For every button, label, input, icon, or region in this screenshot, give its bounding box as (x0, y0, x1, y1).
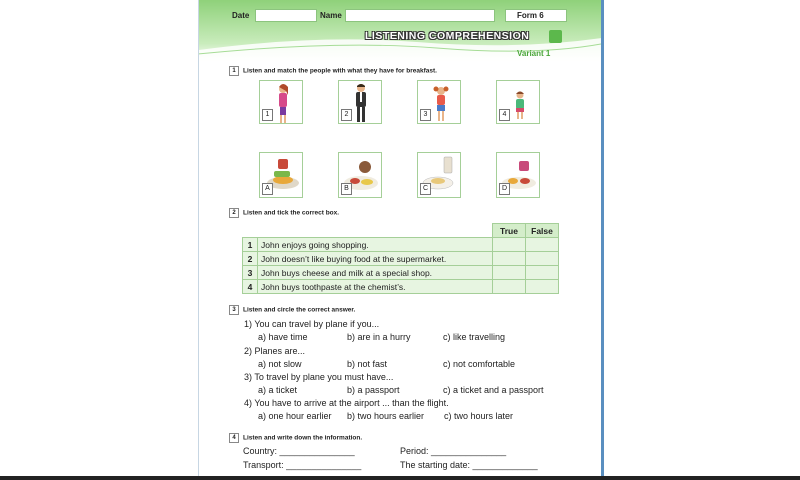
date-field[interactable] (255, 9, 317, 22)
answer-1b[interactable]: b) are in a hurry (347, 332, 411, 342)
person-picture-4 (496, 80, 540, 124)
country-field[interactable]: Country: _______________ (243, 446, 355, 456)
answer-1a[interactable]: a) have time (258, 332, 308, 342)
table-row (243, 280, 559, 294)
task3-heading (229, 305, 355, 315)
table-row (243, 252, 559, 266)
answer-1c[interactable]: c) like travelling (443, 332, 506, 342)
name-field[interactable] (345, 9, 495, 22)
person-tag-3: 3 (420, 109, 431, 121)
person-tag-1: 1 (262, 109, 273, 121)
task1-instruction: Listen and match the people with what they have for breakfast. (243, 67, 437, 75)
title-marker (549, 30, 562, 43)
food-tag-d: D (499, 183, 510, 195)
false-checkbox[interactable] (526, 280, 559, 294)
food-picture-b (338, 152, 382, 198)
person-tag-2: 2 (341, 109, 352, 121)
transport-field[interactable]: Transport: _______________ (243, 460, 362, 470)
answer-4a[interactable]: a) one hour earlier (258, 411, 332, 421)
false-checkbox[interactable] (526, 238, 559, 252)
column-true: True (493, 224, 526, 238)
task2-instruction: Listen and tick the correct box. (243, 209, 340, 217)
task1-heading (229, 66, 437, 76)
answer-2c[interactable]: c) not comfortable (443, 359, 516, 369)
task4-instruction: Listen and write down the information. (243, 434, 363, 442)
viewer-bottom-bar (0, 476, 800, 480)
food-picture-c (417, 152, 461, 198)
row-number: 3 (243, 266, 258, 280)
answer-4c[interactable]: c) two hours later (444, 411, 514, 421)
false-checkbox[interactable] (526, 266, 559, 280)
food-picture-d (496, 152, 540, 198)
person-tag-4: 4 (499, 109, 510, 121)
food-tag-c: C (420, 183, 431, 195)
answer-2a[interactable]: a) not slow (258, 359, 302, 369)
row-statement: John buys cheese and milk at a special shop. (258, 266, 493, 280)
worksheet-page (198, 0, 604, 476)
question-2: 2) Planes are... (244, 346, 306, 356)
viewer-right-margin (606, 0, 800, 480)
form-label: Form 6 (517, 11, 544, 20)
true-checkbox[interactable] (493, 280, 526, 294)
table-row (243, 238, 559, 252)
date-label: Date (232, 11, 250, 20)
task2-heading (229, 208, 339, 218)
food-tag-b: B (341, 183, 352, 195)
person-picture-3 (417, 80, 461, 124)
person-picture-2 (338, 80, 382, 124)
true-false-table (242, 223, 559, 294)
true-checkbox[interactable] (493, 266, 526, 280)
starting-date-field[interactable]: The starting date: _____________ (400, 460, 538, 470)
row-statement: John enjoys going shopping. (258, 238, 493, 252)
row-number: 1 (243, 238, 258, 252)
page-title: LISTENING COMPREHENSION (365, 30, 530, 42)
row-number: 4 (243, 280, 258, 294)
task1-number: 1 (229, 66, 239, 76)
food-picture-a (259, 152, 303, 198)
question-1: 1) You can travel by plane if you... (244, 319, 380, 329)
task2-number: 2 (229, 208, 239, 218)
table-header-row (243, 224, 559, 238)
true-checkbox[interactable] (493, 238, 526, 252)
task4-number: 4 (229, 433, 239, 443)
viewer-left-margin (0, 0, 196, 480)
false-checkbox[interactable] (526, 252, 559, 266)
answer-2b[interactable]: b) not fast (347, 359, 388, 369)
column-false: False (526, 224, 559, 238)
person-picture-1 (259, 80, 303, 124)
answer-3b[interactable]: b) a passport (347, 385, 400, 395)
row-statement: John buys toothpaste at the chemist’s. (258, 280, 493, 294)
answer-3a[interactable]: a) a ticket (258, 385, 298, 395)
period-field[interactable]: Period: _______________ (400, 446, 507, 456)
task3-instruction: Listen and circle the correct answer. (243, 306, 356, 314)
task4-heading (229, 433, 362, 443)
name-label: Name (320, 11, 342, 20)
answer-3c[interactable]: c) a ticket and a passport (443, 385, 544, 395)
table-row (243, 266, 559, 280)
food-tag-a: A (262, 183, 273, 195)
variant-label: Variant 1 (517, 49, 551, 58)
question-3: 3) To travel by plane you must have... (244, 372, 394, 382)
true-checkbox[interactable] (493, 252, 526, 266)
question-4: 4) You have to arrive at the airport ... than the flight. (244, 398, 449, 408)
answer-4b[interactable]: b) two hours earlier (347, 411, 425, 421)
task3-number: 3 (229, 305, 239, 315)
row-number: 2 (243, 252, 258, 266)
row-statement: John doesn’t like buying food at the supermarket. (258, 252, 493, 266)
table-header-blank (243, 224, 493, 238)
